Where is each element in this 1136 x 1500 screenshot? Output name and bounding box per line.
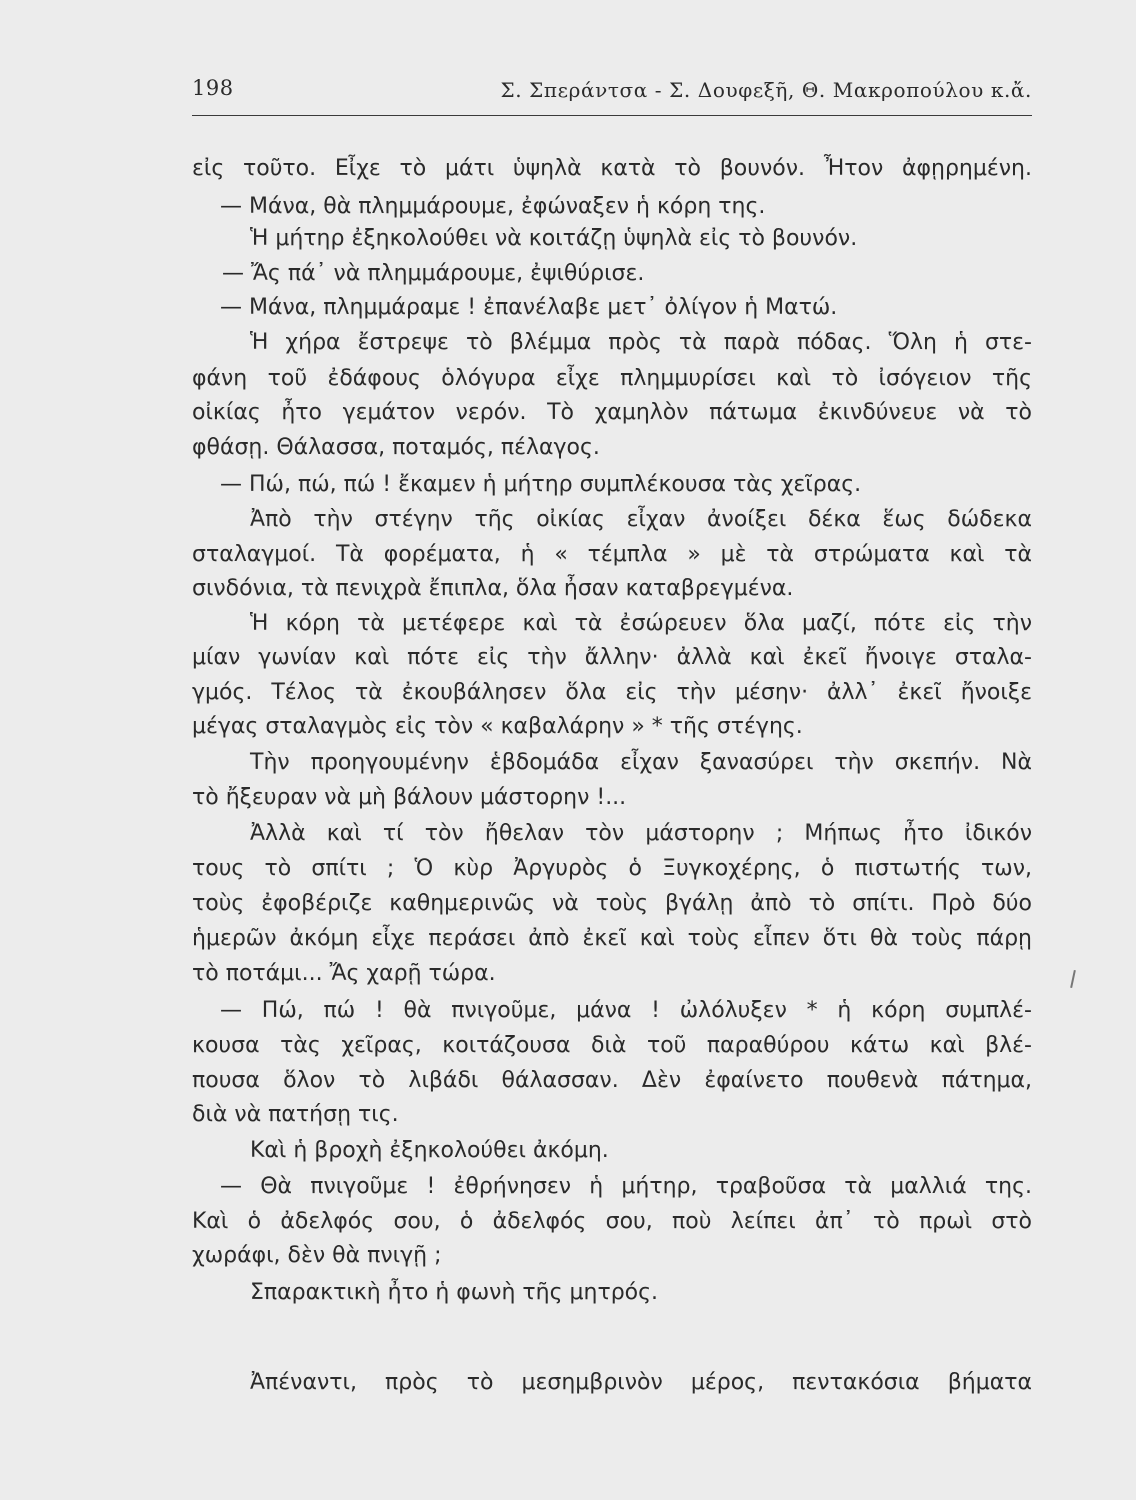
- text-line: τὸ ἤξευραν νὰ μὴ βάλουν μάστορην !...: [192, 785, 627, 810]
- text-line: τους τὸ σπίτι ; Ὁ κὺρ Ἀργυρὸς ὁ Ξυγκοχέρης, ὁ πιστωτής των,: [192, 856, 1032, 881]
- text-line: Καὶ ὁ ἀδελφός σου, ὁ ἀδελφός σου, ποὺ λείπει ἀπ᾽ τὸ πρωὶ στὸ: [192, 1209, 1032, 1234]
- text-line: — Πώ, πώ ! θὰ πνιγοῦμε, μάνα ! ὠλόλυξεν * ἡ κόρη συμπλέ-: [220, 998, 1032, 1023]
- text-line: τὸ ποτάμι... Ἄς χαρῇ τώρα.: [192, 961, 496, 986]
- text-line: Ἡ χήρα ἔστρεψε τὸ βλέμμα πρὸς τὰ παρὰ πόδας. Ὅλη ἡ στε-: [250, 330, 1032, 355]
- stray-mark: [1070, 970, 1076, 988]
- text-line: Ἀλλὰ καὶ τί τὸν ἤθελαν τὸν μάστορην ; Μήπως ἦτο ἰδικόν: [250, 821, 1032, 846]
- text-line: Ἀπὸ τὴν στέγην τῆς οἰκίας εἶχαν ἀνοίξει δέκα ἕως δώδεκα: [250, 507, 1032, 532]
- text-line: Ἡ κόρη τὰ μετέφερε καὶ τὰ ἐσώρευεν ὅλα μαζί, πότε εἰς τὴν: [250, 611, 1032, 636]
- running-head: Σ. Σπεράντσα - Σ. Δουφεξῆ, Θ. Μακροπούλου κ.ἄ.: [500, 78, 1032, 102]
- text-line: Σπαρακτικὴ ἦτο ἡ φωνὴ τῆς μητρός.: [250, 1280, 659, 1305]
- text-line: χωράφι, δὲν θὰ πνιγῇ ;: [192, 1243, 442, 1268]
- text-line: σταλαγμοί. Τὰ φορέματα, ἡ « τέμπλα » μὲ τὰ στρώματα καὶ τὰ: [192, 542, 1032, 567]
- text-line: κουσα τὰς χεῖρας, κοιτάζουσα διὰ τοῦ παραθύρου κάτω καὶ βλέ-: [192, 1033, 1032, 1058]
- text-line: Ἀπέναντι, πρὸς τὸ μεσημβρινὸν μέρος, πεντακόσια βήματα: [250, 1370, 1032, 1395]
- text-line: φθάσῃ. Θάλασσα, ποταμός, πέλαγος.: [192, 435, 600, 460]
- text-line: ἡμερῶν ἀκόμη εἶχε περάσει ἀπὸ ἐκεῖ καὶ τοὺς εἶπεν ὅτι θὰ τοὺς πάρῃ: [192, 926, 1032, 951]
- text-line: εἰς τοῦτο. Εἶχε τὸ μάτι ὑψηλὰ κατὰ τὸ βουνόν. Ἦτον ἀφῃρημένη.: [192, 156, 1032, 181]
- text-line: Τὴν προηγουμένην ἑβδομάδα εἶχαν ξανασύρει τὴν σκεπήν. Νὰ: [250, 750, 1032, 775]
- header-rule: [192, 115, 1032, 116]
- text-line: τοὺς ἐφοβέριζε καθημερινῶς νὰ τοὺς βγάλῃ ἀπὸ τὸ σπίτι. Πρὸ δύο: [192, 891, 1032, 916]
- text-line: Ἡ μήτηρ ἐξηκολούθει νὰ κοιτάζῃ ὑψηλὰ εἰς τὸ βουνόν.: [250, 226, 858, 251]
- text-line: μίαν γωνίαν καὶ πότε εἰς τὴν ἄλλην· ἀλλὰ καὶ ἐκεῖ ἤνοιγε σταλα-: [192, 645, 1032, 670]
- text-line: σινδόνια, τὰ πενιχρὰ ἔπιπλα, ὅλα ἦσαν καταβρεγμένα.: [192, 576, 794, 601]
- text-line: — Μάνα, πλημμάραμε ! ἐπανέλαβε μετ᾽ ὀλίγον ἡ Ματώ.: [220, 295, 838, 320]
- text-line: φάνη τοῦ ἐδάφους ὁλόγυρα εἶχε πλημμυρίσει καὶ τὸ ἰσόγειον τῆς: [192, 366, 1032, 391]
- text-line: Καὶ ἡ βροχὴ ἐξηκολούθει ἀκόμη.: [250, 1138, 609, 1163]
- text-line: οἰκίας ἦτο γεμάτον νερόν. Τὸ χαμηλὸν πάτωμα ἐκινδύνευε νὰ τὸ: [192, 400, 1032, 425]
- text-line: — Πώ, πώ, πώ ! ἔκαμεν ἡ μήτηρ συμπλέκουσα τὰς χεῖρας.: [220, 472, 862, 497]
- text-line: μέγας σταλαγμὸς εἰς τὸν « καβαλάρην » * τῆς στέγης.: [192, 714, 803, 739]
- text-line: πουσα ὅλον τὸ λιβάδι θάλασσαν. Δὲν ἐφαίνετο πουθενὰ πάτημα,: [192, 1068, 1032, 1093]
- text-line: — Ἄς πά᾽ νὰ πλημμάρουμε, ἐψιθύρισε.: [222, 261, 645, 286]
- text-line: διὰ νὰ πατήσῃ τις.: [192, 1102, 399, 1127]
- text-line: — Μάνα, θὰ πλημμάρουμε, ἐφώναξεν ἡ κόρη της.: [220, 194, 766, 219]
- text-line: γμός. Τέλος τὰ ἐκουβάλησεν ὅλα εἰς τὴν μέσην· ἀλλ᾽ ἐκεῖ ἤνοιξε: [192, 680, 1032, 705]
- text-line: — Θὰ πνιγοῦμε ! ἐθρήνησεν ἡ μήτηρ, τραβοῦσα τὰ μαλλιά της.: [220, 1174, 1032, 1199]
- page-number: 198: [192, 76, 234, 100]
- page-header: [192, 76, 1032, 106]
